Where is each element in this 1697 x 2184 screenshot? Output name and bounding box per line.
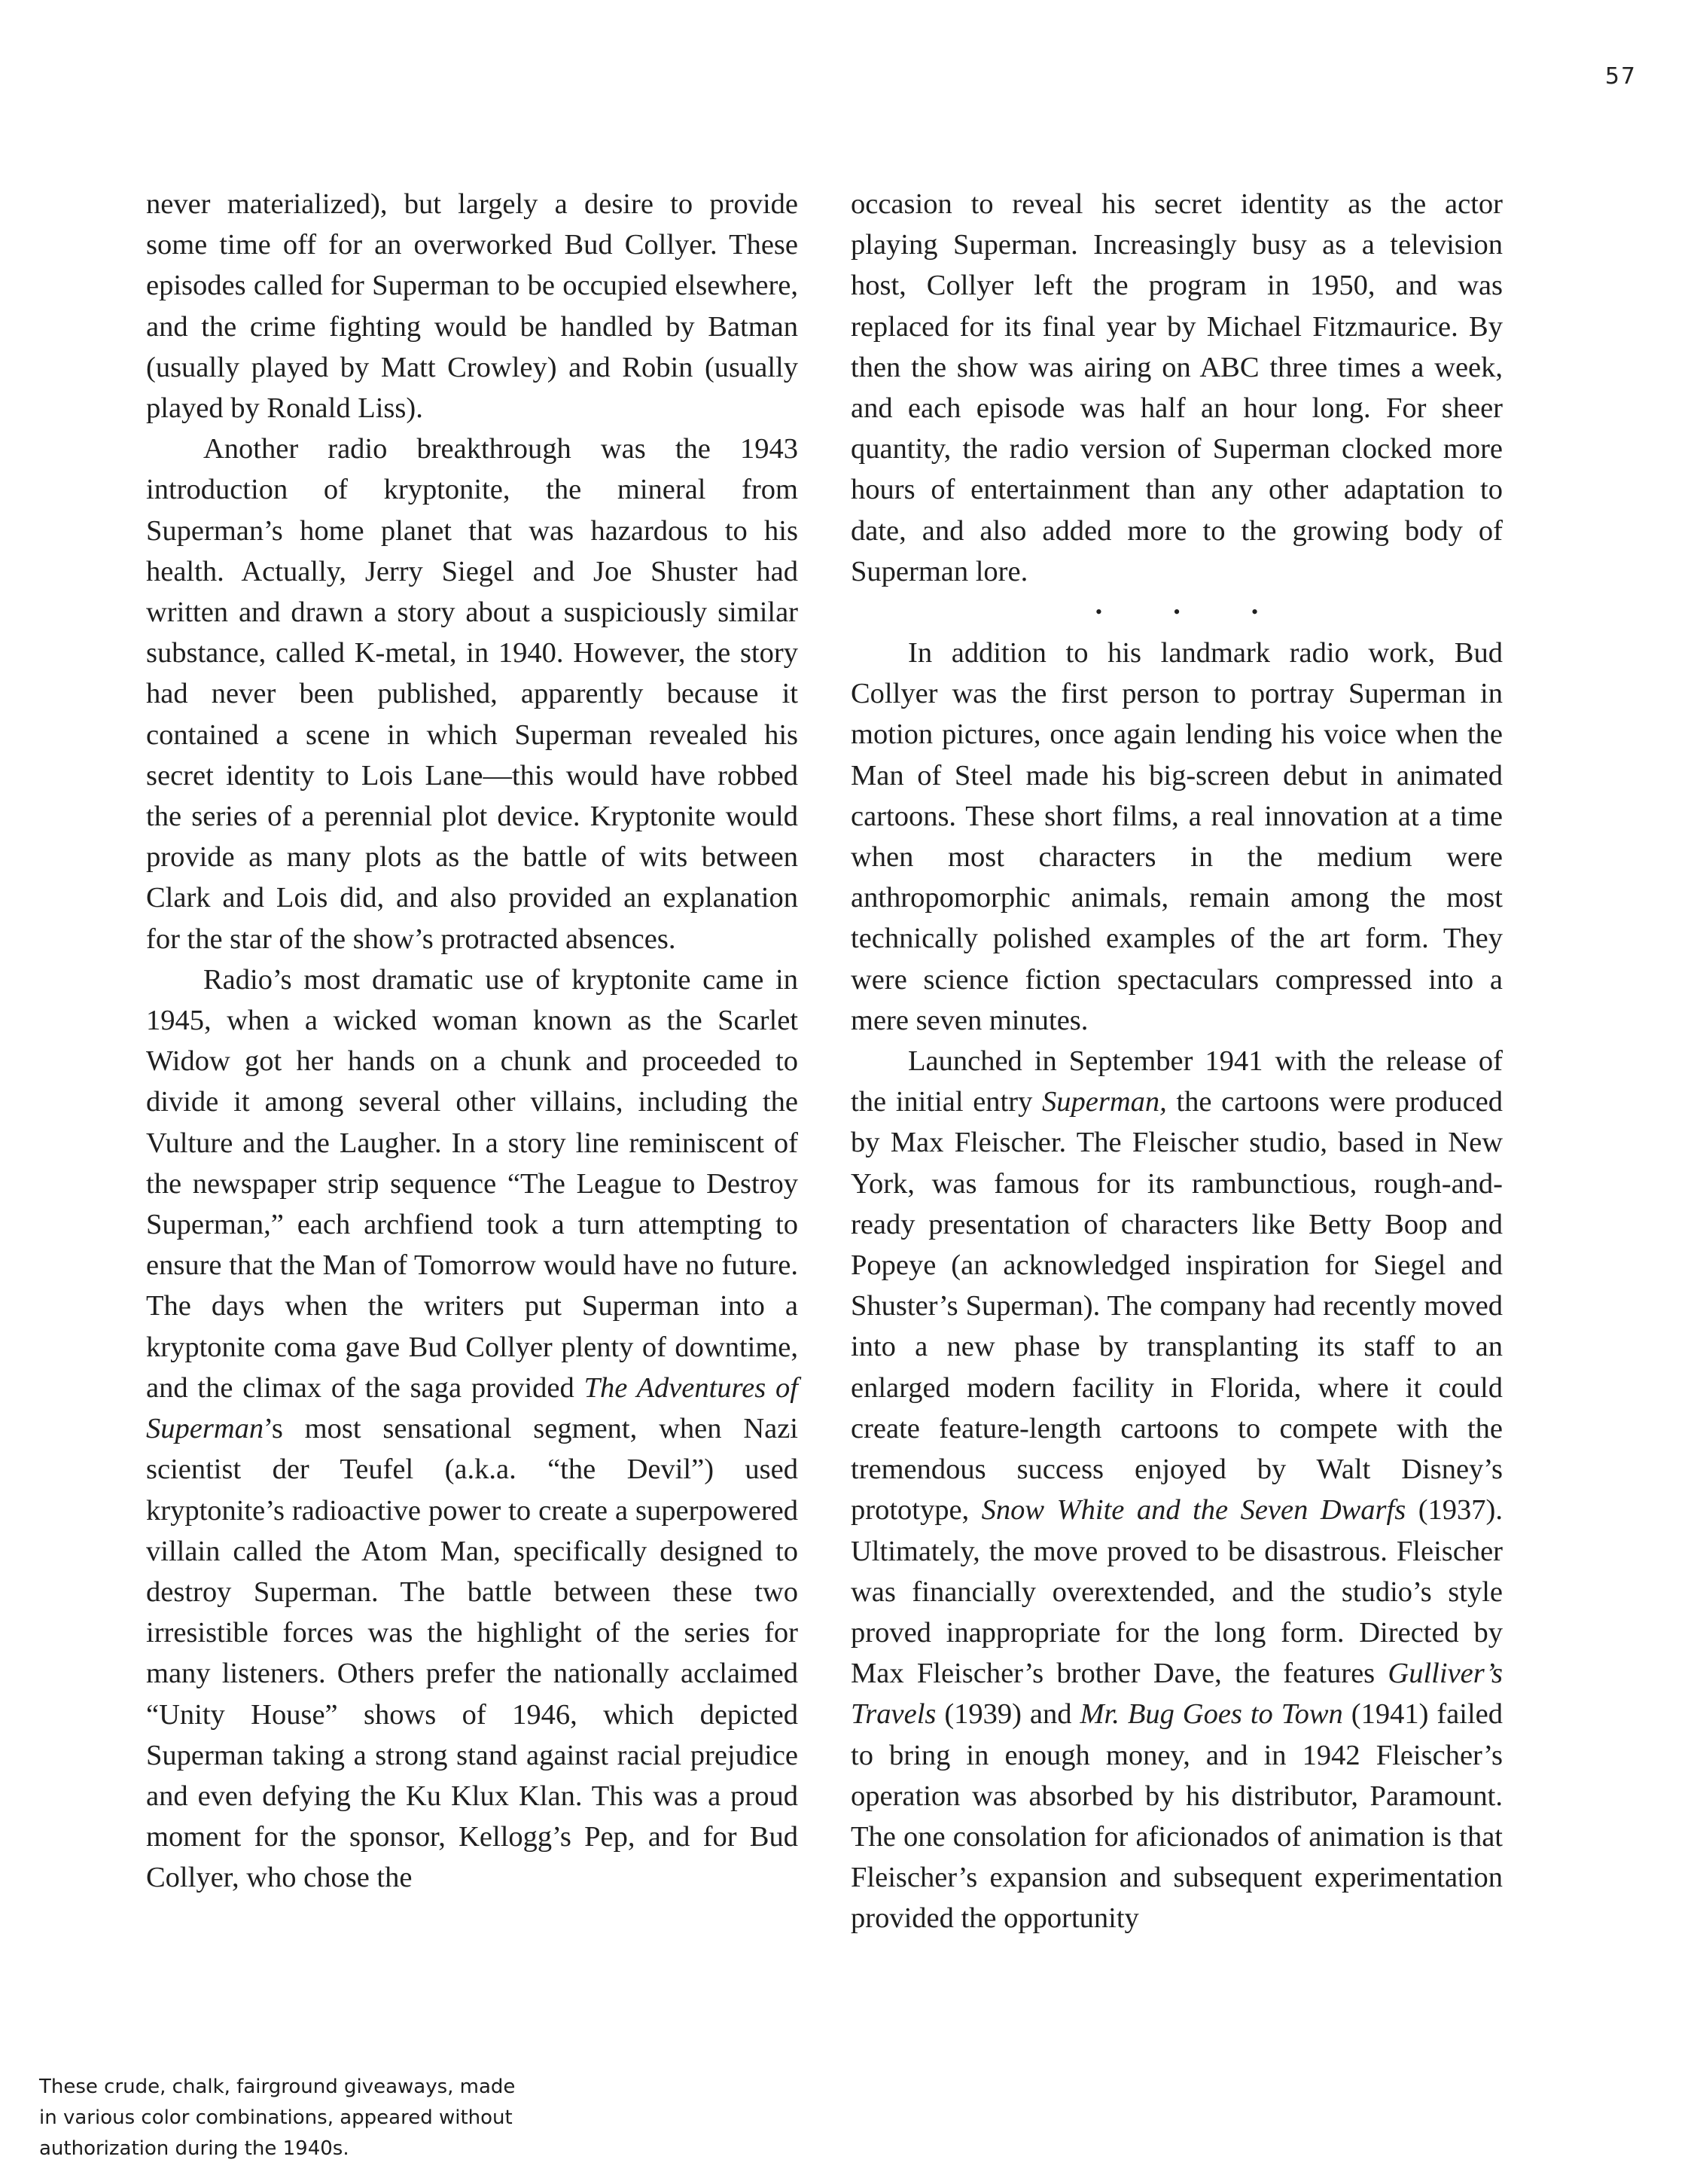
right-paragraph-3-text-a: Launched in September 1941 with the release of the initial entry	[851, 1045, 1503, 1118]
italic-title-adventures-of-superman: The Adventures of Superman	[146, 1371, 798, 1445]
right-paragraph-2: In addition to his landmark radio work, Bud Collyer was the first person to portray Superman in motion pictures, once again lending his voice when the Man of Steel made his big-screen debut in animated cartoons. These short films, a real innovation at a time when most characters in the medium were anthropomorphic animals, remain among the most technically polished examples of the art form. They were science fiction spectaculars compressed into a mere seven minutes.	[851, 637, 1503, 1036]
right-paragraph-3-text-c: (1937). Ultimately, the move proved to be disastrous. Fleischer was financially overextended, and the studio’s style proved inappropriate for the long form. Directed by Max Fleischer’s brother Dave, the features	[851, 1494, 1503, 1690]
right-paragraph-3-text-e: (1941) failed to bring in enough money, and in 1942 Fleischer’s operation was absorbed by his distributor, Paramount. The one consolation for aficionados of animation is that Fleischer’s expansion and subsequent experimentation provided the opportunity	[851, 1698, 1503, 1935]
italic-title-superman: Superman,	[1042, 1086, 1167, 1118]
right-paragraph-3	[851, 1041, 1503, 1938]
left-column	[146, 184, 798, 1899]
left-paragraph-3-text-b: ’s most sensational segment, when Nazi scientist der Teufel (a.k.a. “the Devil”) used kryptonite’s radioactive power to create a superpowered villain called the Atom Man, specifically designed to destroy Superman. The battle between these two irresistible forces was the highlight of the series for many listeners. Others prefer the nationally acclaimed “Unity House” shows of 1946, which depicted Superman taking a strong stand against racial prejudice and even defying the Ku Klux Klan. This was a proud moment for the sponsor, Kellogg’s Pep, and for Bud Collyer, who chose the	[146, 1413, 798, 1894]
image-caption	[39, 2072, 596, 2164]
italic-title-snow-white: Snow White and the Seven Dwarfs	[981, 1494, 1406, 1527]
caption-line-1: These crude, chalk, fairground giveaways, made	[39, 2076, 516, 2098]
left-paragraph-2: Another radio breakthrough was the 1943 introduction of kryptonite, the mineral from Superman’s home planet that was hazardous to his health. Actually, Jerry Siegel and Joe Shuster had written and drawn a story about a suspiciously similar substance, called K-metal, in 1940. However, the story had never been published, apparently because it contained a scene in which Superman revealed his secret identity to Lois Lane—this would have robbed the series of a perennial plot device. Kryptonite would provide as many plots as the battle of wits between Clark and Lois did, and also provided an explanation for the star of the show’s protracted absences.	[146, 433, 798, 955]
right-paragraph-1: occasion to reveal his secret identity as the actor playing Superman. Increasingly busy as a television host, Collyer left the program in 1950, and was replaced for its final year by Michael Fitzmaurice. By then the show was airing on ABC three times a week, and each episode was half an hour long. For sheer quantity, the radio version of Superman clocked more hours of entertainment than any other adaptation to date, and also added more to the growing body of Superman lore.	[851, 188, 1503, 587]
italic-title-gullivers-travels: Gulliver’s Travels	[851, 1658, 1503, 1731]
page-number: 57	[1604, 63, 1637, 90]
left-paragraph-1: never materialized), but largely a desire to provide some time off for an overworked Bud Collyer. These episodes called for Superman to be occupied elsewhere, and the crime fighting would be handled by Batman (usually played by Matt Crowley) and Robin (usually played by Ronald Liss).	[146, 188, 798, 425]
section-separator: • • •	[1095, 601, 1292, 624]
right-column	[851, 184, 1503, 1939]
italic-title-mr-bug-goes-to-town: Mr. Bug Goes to Town	[1080, 1698, 1343, 1731]
caption-line-3: authorization during the 1940s.	[39, 2137, 349, 2160]
right-paragraph-3-text-d: (1939) and	[936, 1698, 1080, 1731]
left-paragraph-3-text-a: Radio’s most dramatic use of kryptonite came in 1945, when a wicked woman known as the Scarlet Widow got her hands on a chunk and proceeded to divide it among several other villains, including the Vulture and the Laugher. In a story line reminiscent of the newspaper strip sequence “The League to Destroy Superman,” each archfiend took a turn attempting to ensure that the Man of Tomorrow would have no future. The days when the writers put Superman into a kryptonite coma gave Bud Collyer plenty of downtime, and the climax of the saga provided	[146, 963, 798, 1404]
caption-line-2: in various color combinations, appeared without	[39, 2106, 513, 2129]
left-paragraph-3	[146, 959, 798, 1899]
right-paragraph-3-text-b: the cartoons were produced by Max Fleischer. The Fleischer studio, based in New York, was famous for its rambunctious, rough-and-ready presentation of characters like Betty Boop and Popeye (an acknowledged inspiration for Siegel and Shuster’s Superman). The company had recently moved into a new phase by transplanting its staff to an enlarged modern facility in Florida, where it could create feature-length cartoons to compete with the tremendous success enjoyed by Walt Disney’s prototype,	[851, 1086, 1503, 1527]
